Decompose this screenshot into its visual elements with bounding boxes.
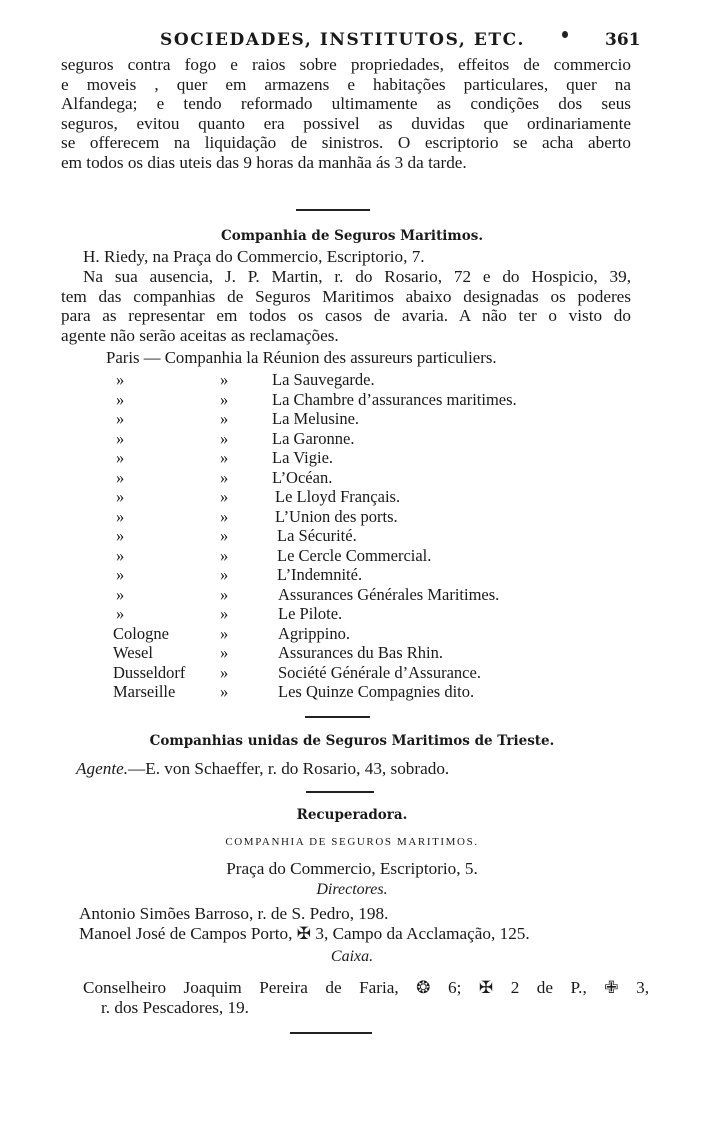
director-line: Antonio Simões Barroso, r. de S. Pedro, 198. [79, 904, 389, 923]
recuperadora-address: Praça do Commercio, Escriptorio, 5. [226, 859, 478, 878]
list-item: » » L’Indemnité. [116, 565, 363, 584]
director-line: Manoel José de Campos Porto, ✠ 3, Campo da Acclamação, 125. [79, 924, 530, 943]
page-number: 361 [605, 30, 641, 50]
section-title-trieste: Companhias unidas de Seguros Maritimos de Trieste. [149, 733, 555, 749]
text-line: Alfandega; e tendo reformado ultimamente as condições dos seus [61, 94, 631, 114]
list-item: » » Le Pilote. [116, 604, 343, 623]
list-item: » » L’Union des ports. [116, 506, 398, 526]
caixa-heading: Caixa. [330, 948, 374, 965]
list-item: Dusseldorf » Société Générale d’Assurance. [113, 662, 481, 682]
text-line: se offerecem na liquidação de sinistros. O escriptorio se acha aberto [61, 133, 631, 153]
list-item: » » La Chambre d’assurances maritimes. [116, 389, 517, 409]
list-item: » » La Sauvegarde. [116, 370, 375, 389]
caixa-line: Conselheiro Joaquim Pereira de Faria, ❂ 6; ✠ 2 de P., ✙ 3, [83, 978, 649, 997]
directors-heading: Directores. [316, 881, 388, 898]
text-line: agente não serão aceitas as reclamações. [61, 325, 339, 345]
trieste-agent-line [76, 759, 449, 779]
list-item: » » La Melusine. [116, 409, 360, 428]
list-item: Wesel » Assurances du Bas Rhin. [113, 643, 443, 662]
list-item: » » La Garonne. [116, 428, 355, 448]
intro-paragraph [61, 55, 631, 173]
agent-text: —E. von Schaeffer, r. do Rosario, 43, sobrado. [128, 759, 450, 778]
agent-label: Agente. [76, 759, 129, 778]
page-header [0, 30, 704, 54]
list-item: » » Assurances Générales Maritimes. [116, 584, 500, 604]
section-title-recuperadora: Recuperadora. [296, 807, 408, 823]
list-item: » » La Sécurité. [116, 526, 357, 545]
caixa-line: r. dos Pescadores, 19. [101, 998, 249, 1017]
section-title-maritimos: Companhia de Seguros Maritimos. [220, 228, 484, 244]
list-item: » » La Vigie. [116, 448, 334, 467]
text-line: em todos os dias uteis das 9 horas da manhãa ás 3 da tarde. [61, 152, 467, 172]
running-head: SOCIEDADES, INSTITUTOS, ETC. [160, 30, 526, 50]
text-line: e moveis , quer em armazens e habitações particulares, quer na [61, 74, 631, 94]
agent-line: H. Riedy, na Praça do Commercio, Escriptorio, 7. [83, 247, 425, 266]
list-item: Marseille » Les Quinze Compagnies dito. [113, 682, 475, 701]
text-line: Na sua ausencia, J. P. Martin, r. do Rosario, 72 e do Hospicio, 39, [83, 267, 631, 286]
section-divider [305, 716, 370, 718]
first-company-entry: Paris — Companhia la Réunion des assureurs particuliers. [106, 348, 497, 367]
text-line: seguros, evitou quanto era possivel as duvidas que ordinariamente [61, 113, 631, 133]
text-line: tem das companhias de Seguros Maritimos abaixo designadas os poderes [61, 286, 631, 306]
text-line: para as representar em todos os casos de avaria. A não ter o visto do [61, 306, 631, 326]
section-divider [296, 209, 370, 211]
section-divider [290, 1032, 372, 1034]
list-item: Cologne » Agrippino. [113, 623, 350, 643]
maritimos-paragraph [61, 267, 631, 345]
list-item: » » Le Lloyd Français. [116, 487, 401, 506]
recuperadora-subtitle: COMPANHIA DE SEGUROS MARITIMOS. [225, 836, 479, 848]
text-line: seguros contra fogo e raios sobre propriedades, effeitos de commercio [61, 55, 631, 74]
section-divider [306, 791, 374, 793]
list-item: » » L’Océan. [116, 467, 333, 487]
list-item: » » Le Cercle Commercial. [116, 545, 432, 565]
